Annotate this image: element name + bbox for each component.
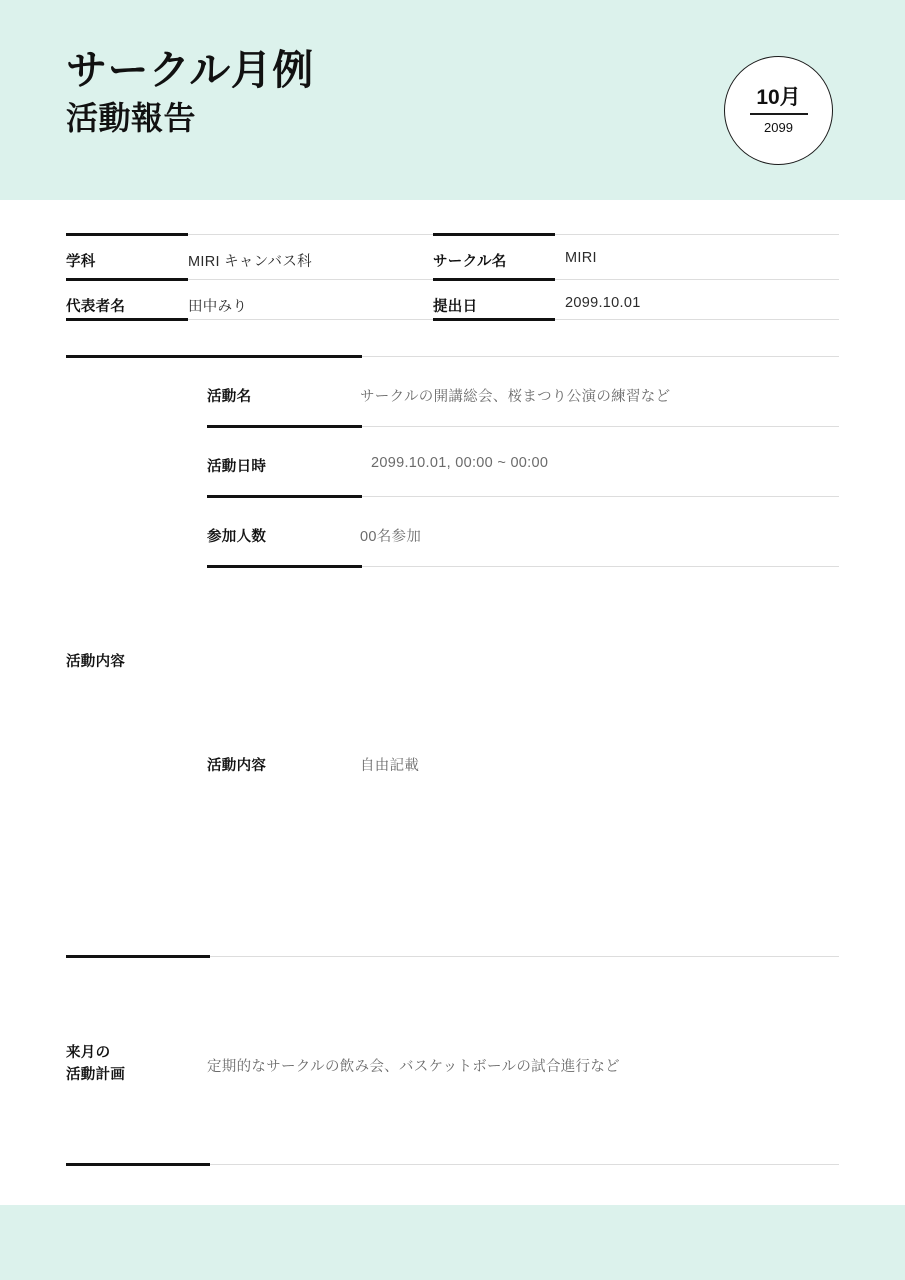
- field-value-circle-name: MIRI: [565, 250, 597, 266]
- section-heading-activity-content: 活動内容: [66, 654, 126, 670]
- date-badge: [724, 56, 833, 165]
- field-label-circle-name: サークル名: [433, 254, 507, 270]
- info-row-1-right-rule-dark: [433, 233, 555, 236]
- field-value-activity-content: 自由記載: [360, 758, 420, 774]
- field-label-next-month-plan: [66, 1042, 125, 1087]
- info-row-2-right-rule-dark: [433, 278, 555, 281]
- activity-row-2-rule-dark: [207, 495, 362, 498]
- field-label-participant-count: 参加人数: [207, 529, 267, 545]
- activity-row-3-rule-dark: [207, 565, 362, 568]
- field-value-next-month-plan: 定期的なサークルの飲み会、バスケットボールの試合進行など: [207, 1059, 620, 1075]
- page-subtitle: 活動報告: [66, 99, 197, 136]
- field-label-activity-datetime: 活動日時: [207, 459, 267, 475]
- next-plan-label-line-1: 来月の: [66, 1045, 111, 1061]
- next-plan-bottom-rule-dark: [66, 1163, 210, 1166]
- footer-band: [0, 1205, 905, 1280]
- info-row-1-left-rule-dark: [66, 233, 188, 236]
- info-row-2-left-rule-dark: [66, 278, 188, 281]
- document-title-group: [66, 48, 314, 138]
- info-row-2-bottom-left-rule-dark: [66, 318, 188, 321]
- field-value-activity-name: サークルの開講総会、桜まつり公演の練習など: [360, 389, 671, 405]
- field-label-representative: 代表者名: [66, 299, 126, 315]
- badge-month-label: 10月: [756, 86, 801, 110]
- page-title: サークル月例: [66, 47, 314, 93]
- badge-year-label: 2099: [764, 119, 793, 135]
- field-label-department: 学科: [66, 254, 96, 270]
- activity-row-1-rule-dark: [207, 425, 362, 428]
- field-value-submission-date: 2099.10.01: [565, 295, 641, 311]
- activity-section-rule-dark: [66, 355, 362, 358]
- next-plan-label-line-2: 活動計画: [66, 1067, 126, 1084]
- field-label-activity-content: 活動内容: [207, 758, 267, 774]
- field-value-participant-count: 00名参加: [360, 529, 422, 545]
- field-label-activity-name: 活動名: [207, 389, 252, 405]
- info-row-2-bottom-right-rule-dark: [433, 318, 555, 321]
- next-plan-top-rule-dark: [66, 955, 210, 958]
- field-value-activity-datetime: 2099.10.01, 00:00 ~ 00:00: [371, 455, 549, 471]
- field-label-submission-date: 提出日: [433, 299, 478, 315]
- field-value-department: MIRI キャンバス科: [188, 254, 312, 270]
- field-value-representative: 田中みり: [188, 299, 248, 315]
